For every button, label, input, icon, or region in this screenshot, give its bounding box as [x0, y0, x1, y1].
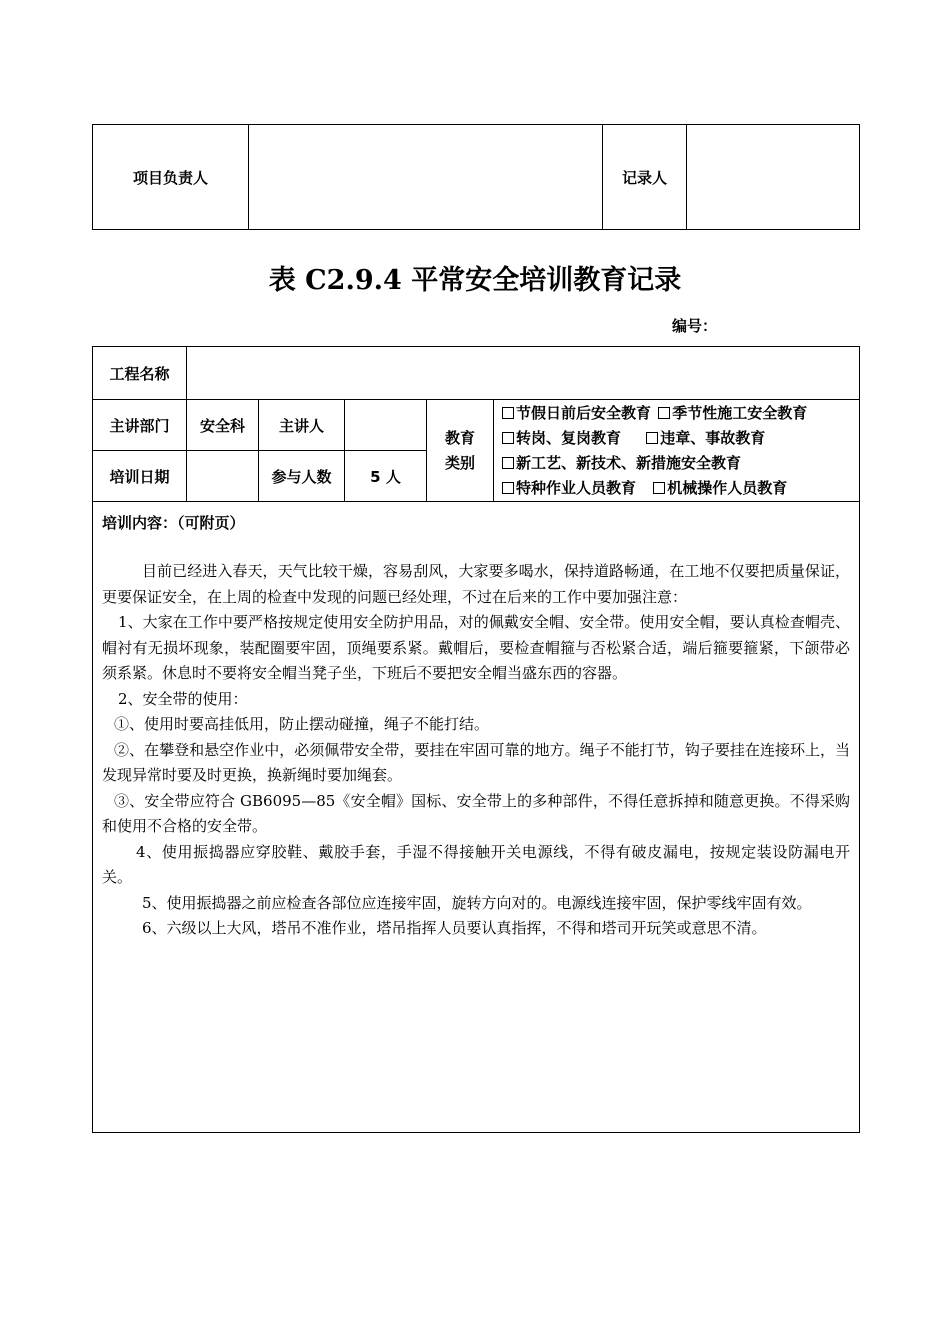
lecturer-field[interactable]: [345, 400, 427, 451]
signature-table: [92, 124, 860, 230]
category-violation-label: 违章、事故教育: [660, 428, 766, 447]
participants-value[interactable]: 5 人: [345, 451, 427, 502]
content-paragraph: 6、六级以上大风，塔吊不准作业，塔吊指挥人员要认真指挥，不得和塔司开玩笑或意思不清。: [142, 919, 767, 937]
category-machinery-label: 机械操作人员教育: [667, 478, 788, 497]
category-line-4: [502, 476, 859, 501]
checkbox-transfer[interactable]: [502, 432, 514, 444]
lecture-dept-label: 主讲部门: [93, 400, 187, 451]
project-manager-label: 项目负责人: [93, 125, 249, 230]
checkbox-holiday[interactable]: [502, 407, 514, 419]
recorder-field[interactable]: [687, 125, 860, 230]
checkbox-new-process[interactable]: [502, 457, 514, 469]
category-transfer-label: 转岗、复岗教育: [516, 428, 622, 447]
category-special-work-label: 特种作业人员教育: [516, 478, 637, 497]
education-type-label: [427, 400, 494, 502]
checkbox-special-work[interactable]: [502, 482, 514, 494]
page-title: 表 C2.9.4 平常安全培训教育记录: [268, 265, 682, 296]
recorder-label: 记录人: [603, 125, 687, 230]
category-line-3: [502, 451, 859, 476]
checkbox-seasonal[interactable]: [658, 407, 670, 419]
training-record-form: [92, 346, 860, 1133]
content-paragraph: 1、大家在工作中要严格按规定使用安全防护用品，对的佩戴安全帽、安全带。使用安全帽，要认真检查帽壳、帽衬有无损坏现象，装配圈要牢固，顶绳要系紧。戴帽后，要检查帽箍与否松紧合适，端后箍要箍紧，下颌带必须系紧。休息时不要将安全帽当凳子坐，下班后不要把安全帽当盛东西的容器。: [102, 613, 851, 682]
training-date-label: 培训日期: [93, 451, 187, 502]
content-paragraph: 目前已经进入春天，天气比较干燥，容易刮风，大家要多喝水，保持道路畅通，在工地不仅要把质量保证，更要保证安全，在上周的检查中发现的问题已经处理，不过在后来的工作中要加强注意：: [102, 562, 851, 606]
content-paragraph: ②、在攀登和悬空作业中，必须佩带安全带，要挂在牢固可靠的地方。绳子不能打节，钩子要挂在连接环上，当发现异常时要及时更换，换新绳时要加绳套。: [102, 740, 851, 784]
lecture-dept-value[interactable]: 安全科: [187, 400, 259, 451]
category-line-1: [502, 401, 859, 426]
document-number-label: 编号：: [672, 317, 718, 335]
project-manager-field[interactable]: [249, 125, 603, 230]
category-line-2: [502, 426, 859, 451]
content-paragraph: 2、安全带的使用：: [118, 689, 248, 708]
education-type-label-line1: 教育: [444, 428, 475, 447]
lecturer-label: 主讲人: [259, 400, 345, 451]
education-category-options: [494, 400, 860, 502]
project-name-label: 工程名称: [93, 347, 187, 400]
checkbox-machinery[interactable]: [653, 482, 665, 494]
participants-label: 参与人数: [259, 451, 345, 502]
content-paragraph: 4、使用振捣器应穿胶鞋、戴胶手套，手湿不得接触开关电源线，不得有破皮漏电，按规定装设防漏电开关。: [102, 842, 851, 886]
category-holiday-label: 节假日前后安全教育: [516, 403, 652, 422]
training-content-area: [93, 502, 860, 1133]
category-new-process-label: 新工艺、新技术、新措施安全教育: [516, 453, 742, 472]
content-paragraph: 5、使用振捣器之前应检查各部位应连接牢固，旋转方向对的。电源线连接牢固，保护零线牢固有效。: [142, 893, 812, 912]
content-paragraph: ①、使用时要高挂低用，防止摆动碰撞，绳子不能打结。: [114, 715, 490, 733]
checkbox-violation[interactable]: [646, 432, 658, 444]
project-name-field[interactable]: [187, 347, 860, 400]
category-seasonal-label: 季节性施工安全教育: [672, 403, 808, 422]
training-date-field[interactable]: [187, 451, 259, 502]
training-content-heading: 培训内容：（可附页）: [102, 514, 245, 532]
content-paragraph: ③、安全带应符合 GB6095—85《安全帽》国标、安全带上的多种部件，不得任意拆掉和随意更换。不得采购和使用不合格的安全带。: [102, 791, 851, 835]
education-type-label-line2: 类别: [444, 453, 475, 472]
